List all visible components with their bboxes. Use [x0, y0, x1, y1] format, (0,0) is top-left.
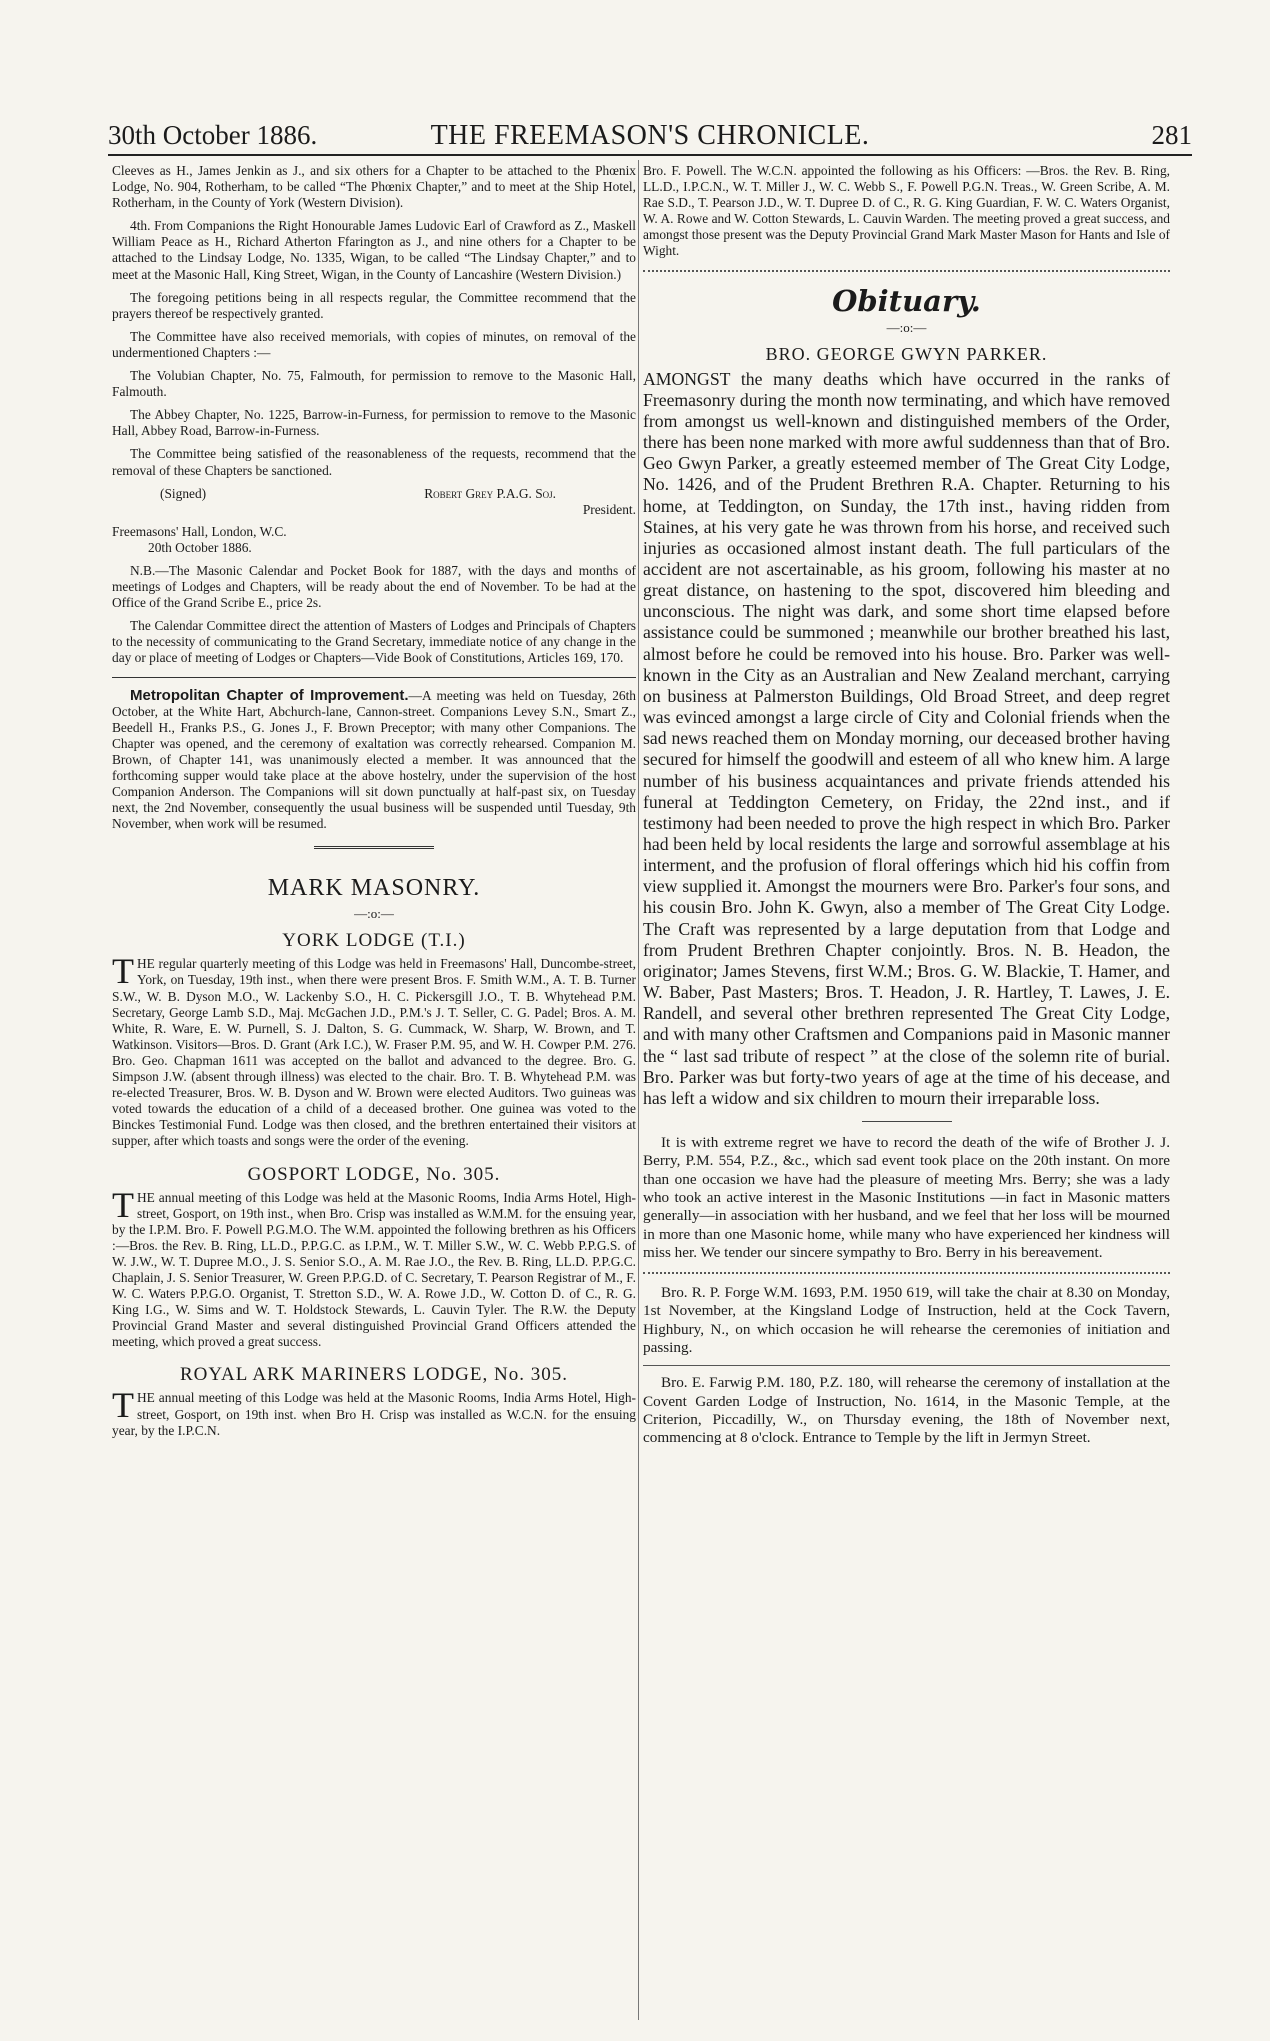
right-column [643, 163, 1170, 1454]
left-para-9: The Calendar Committee direct the attention of Masters of Lodges and Principals of Chapters to the necessity of communicating to the Grand Secretary, immediate notice of any change in the day or place of meeting of Lodges or Chapters—Vide Book of Constitutions, Articles 169, 170. [112, 618, 636, 666]
metro-body: —A meeting was held on Tuesday, 26th October, at the White Hart, Abchurch-lane, Cannon-street. Companions Levey S.N., Smart Z., Beedell H., Franks P.S., G. Jones J., F. Brown Preceptor; with many other Companions. The Chapter was opened, and the ceremony of exaltation was correctly rehearsed. Companion M. Brown, of Chapter 141, was unanimously elected a member. It was announced that the forthcoming supper would take place at the above hostelry, under the supervision of the host Companion Anderson. The Companions will sit down punctually at half-past six, on Tuesday next, the 2nd November, consequently the usual business will be suspended until Tuesday, 9th November, when work will be resumed. [112, 687, 637, 832]
header-page-number: 281 [1151, 120, 1192, 150]
left-para-6: The Abbey Chapter, No. 1225, Barrow-in-Furness, for permission to remove to the Masonic Hall, Abbey Road, Barrow-in-Furness. [112, 407, 636, 439]
parker-title: BRO. GEORGE GWYN PARKER. [765, 343, 1048, 364]
gosport-lodge-title: GOSPORT LODGE, No. 305. [247, 1163, 501, 1185]
dotted-rule-2 [643, 1272, 1170, 1274]
left-column [112, 163, 636, 1446]
york-lodge-body: THE regular quarterly meeting of this Lodge was held in Freemasons' Hall, Duncombe-street, York, on Tuesday, 19th inst., when there were present Bros. F. Smith W.M., A. T. B. Turner S.W., W. B. Dyson M.O., W. Lackenby S.O., H. C. Pickersgill J.O., T. B. Whytehead P.M. Secretary, George Lamb S.D., Maj. McGachen J.D., P.M.'s J. T. Seller, C. G. Padel; Bros. A. M. White, R. Ware, E. W. Purnell, S. J. Dalton, S. G. Cummack, W. Sharp, W. Brown, and T. Watkinson. Visitors—Bros. D. Grant (Ark I.C.), W. Fraser P.M. 95, and W. H. Cowper P.M. 276. Bro. Geo. Chapman 1611 was accepted on the ballot and advanced to the degree. Bro. G. Simpson J.W. (absent through illness) was elected to the chair. Bro. T. B. Whytehead P.M. was re-elected Treasurer, Bros. W. B. Dyson and W. Brown were elected Auditors. Two guineas was voted towards the education of a child of a deceased brother. One guinea was voted to the Binckes Testimonial Fund. Lodge was then closed, and the brethren entertained their visitors at supper, after which toasts and songs were the order of the evening. [112, 951, 636, 1149]
obituary-title: Obituary. [832, 283, 981, 318]
farwig-notice: Bro. E. Farwig P.M. 180, P.Z. 180, will rehearse the ceremony of installation at the Covent Garden Lodge of Instruction, No. 1614, in the Masonic Temple, at the Criterion, Piccadilly, W., on Thursday evening, the 18th of November next, commencing at 8 o'clock. Entrance to Temple by the lift in Jermyn Street. [643, 1374, 1170, 1447]
mark-masonry-title: MARK MASONRY. [267, 875, 481, 902]
royal-ark-title: ROYAL ARK MARINERS LODGE, No. 305. [180, 1364, 568, 1386]
parker-body: AMONGST the many deaths which have occurred in the ranks of Freemasonry during the month now terminating, and which have removed from amongst us well-known and distinguished members of the Order, there has been none marked with more awful suddenness than that of Bro. Geo Gwyn Parker, a greatly esteemed member of The Great City Lodge, No. 1426, and of the Prudent Brethren R.A. Chapter. Returning to his home, at Teddington, on Sunday, the 17th inst., having ridden from Staines, at his very gate he was thrown from his horse, and received such injuries as occasioned almost instant death. The full particulars of the accident are not ascertainable, as his groom, following his master at no great distance, on hastening to the spot, discovered him bleeding and unconscious. The night was dark, and some short time elapsed before assistance could be summoned ; meanwhile our brother breathed his last, almost before he could be removed into his house. Bro. Parker was well-known in the City as an Australian and New Zealand merchant, carrying on business at Palmerston Buildings, Old Broad Street, and deep regret was evinced amongst a large circle of City and Colonial friends when the sad news reached them on Monday morning, our deceased brother having secured for himself the goodwill and esteem of all who knew him. A large number of his business acquaintances and private friends attended his funeral at Teddington Cemetery, on Friday, the 22nd inst., and if testimony had been needed to prove the high respect in which Bro. Parker had been held by local residents the large and sorrowful assemblage at his interment, and the profusion of floral offerings which hid his coffin from view supplied it. Amongst the mourners were Bro. Parker's four sons, and his cousin Bro. John K. Gwyn, also a member of The Great City Lodge. The Craft was represented by a large deputation from that Lodge and from Prudent Brethren Chapter conjointly. Bros. N. B. Headon, the originator; James Stevens, first W.M.; Bros. G. W. Blackie, T. Hamer, and W. Baber, Past Masters; Bros. T. Headon, J. R. Hartley, T. Lawes, J. E. Randell, and several other brethren represented The Great City Lodge, and with many other Craftsmen and Companions paid in Masonic manner the “ last sad tribute of respect ” at the close of the solemn rite of burial. Bro. Parker was but forty-two years of age at the time of his decease, and has left a widow and six children to mourn their irreparable loss. [643, 368, 1170, 1108]
left-para-5: The Volubian Chapter, No. 75, Falmouth, for permission to remove to the Masonic Hall, Falmouth. [112, 368, 636, 400]
signed-label: (Signed) [160, 485, 207, 501]
address-line: Freemasons' Hall, London, W.C. [112, 523, 287, 539]
gosport-lodge-body: THE annual meeting of this Lodge was held at the Masonic Rooms, India Arms Hotel, High-street, Gosport, on 19th inst., when Bro. Crisp was installed as W.M.M. for the ensuing year, by the I.P.M. Bro. F. Powell P.G.M.O. The W.M. appointed the following brethren as his Officers :—Bros. the Rev. B. Ring, LL.D., P.P.G.C. as I.P.M., W. T. Miller S.W., W. C. Webb P.P.G.S. of W. J.W., W. T. Dupree M.O., J. S. Senior S.O., A. M. Rae J.O., the Rev. B. Ring, LL.D. P.P.G.C. Chaplain, J. S. Senior Treasurer, W. Green P.P.G.D. of C. Secretary, T. Pearson Registrar of M., F. W. C. Waters P.P.G.O. Organist, T. Stretton S.D., W. A. Rowe J.D., W. Cotton D. of C., R. G. King I.G., W. Sims and W. T. Holdstock Stewards, L. Cauvin Tyler. The R.W. the Deputy Provincial Grand Master and several distinguished Provincial Grand Officers attended the meeting, which proved a great success. [112, 1184, 636, 1350]
royal-ark-body: THE annual meeting of this Lodge was held at the Masonic Rooms, India Arms Hotel, High-street, Gosport, on 19th inst. when Bro H. Crisp was installed as W.C.N. for the ensuing year, by the I.P.C.N. [112, 1385, 636, 1438]
berry-notice: It is with extreme regret we have to record the death of the wife of Brother J. J. Berry, P.M. 554, P.Z., &c., which sad event took place on the 20th instant. On more than one occasion we have had the pleasure of meeting Mrs. Berry; she was a lady who took an active interest in the Masonic Institutions —in fact in Masonic matters generally—in association with her husband, and we feel that her loss will be mourned in more than one Masonic home, while many who have experienced her kindness will miss her. We tender our sincere sympathy to Bro. Berry in his bereavement. [643, 1134, 1170, 1261]
left-para-7: The Committee being satisfied of the reasonableness of the requests, recommend that the removal of these Chapters be sanctioned. [112, 446, 636, 478]
page-header [108, 118, 1192, 156]
address-date: 20th October 1886. [148, 539, 252, 555]
header-date: 30th October 1886. [108, 120, 318, 150]
left-para-8: N.B.—The Masonic Calendar and Pocket Book for 1887, with the days and months of meetings of Lodges and Chapters, will be ready about the end of November. To be had at the Office of the Grand Scribe E., price 2s. [112, 562, 636, 611]
york-lodge-title: YORK LODGE (T.I.) [282, 930, 466, 952]
short-rule [862, 1121, 952, 1122]
forge-notice: Bro. R. P. Forge W.M. 1693, P.M. 1950 619, will take the chair at 8.30 on Monday, 1st November, at the Kingsland Lodge of Instruction, held at the Cock Tavern, Highbury, N., on which occasion he will rehearse the ceremonies of initiation and passing. [643, 1284, 1170, 1356]
column-divider [638, 160, 639, 2020]
metro-lead: Metropolitan Chapter of Improvement. [130, 686, 409, 704]
left-para-4: The Committee have also received memorials, with copies of minutes, on removal of the undermentioned Chapters :— [112, 328, 636, 360]
metro-paragraph [112, 688, 636, 833]
header-title: THE FREEMASON'S CHRONICLE. [430, 120, 870, 151]
right-para-1: Bro. F. Powell. The W.C.N. appointed the following as his Officers: —Bros. the Rev. B. Ring, LL.D., I.P.C.N., W. T. Miller J., W. C. Webb S., F. Powell P.G.N. Treas., W. Green Scribe, A. M. Rae S.D., T. Pearson J.D., W. T. Dupree D. of C., R. G. King Guardian, F. W. C. Waters Organist, W. A. Rowe and W. Cotton Stewards, L. Cauvin Warden. The meeting proved a great success, and amongst those present was the Deputy Provincial Grand Mark Master Mason for Hants and Isle of Wight. [643, 163, 1170, 259]
left-para-1: Cleeves as H., James Jenkin as J., and six others for a Chapter to be attached to the Phœnix Lodge, No. 904, Rotherham, to be called “The Phœnix Chapter,” and to meet at the Ship Hotel, Rotherham, in the County of York (Western Division). [112, 163, 636, 211]
signed-name: Robert Grey P.A.G. Soj. [424, 485, 556, 501]
left-para-3: The foregoing petitions being in all respects regular, the Committee recommend that the prayers thereof be respectively granted. [112, 289, 636, 321]
double-rule [314, 846, 434, 849]
president-label: President. [582, 501, 636, 517]
signature-line [112, 486, 636, 502]
left-para-2: 4th. From Companions the Right Honourable James Ludovic Earl of Crawford as Z., Maskell William Peace as H., Richard Atherton Ffarington as J., and nine others for a Chapter to be attached to the Lindsay Lodge, No. 1335, Wigan, to be called “The Lindsay Chapter,” and to meet at the Masonic Hall, King Street, Wigan, in the County of Lancashire (Western Division.) [112, 218, 636, 282]
section-rule [112, 677, 636, 678]
dotted-rule-1 [643, 270, 1170, 272]
thin-rule [643, 1365, 1170, 1366]
ornament-1: —:o:— [354, 906, 394, 922]
ornament-2: —:o:— [886, 319, 927, 335]
